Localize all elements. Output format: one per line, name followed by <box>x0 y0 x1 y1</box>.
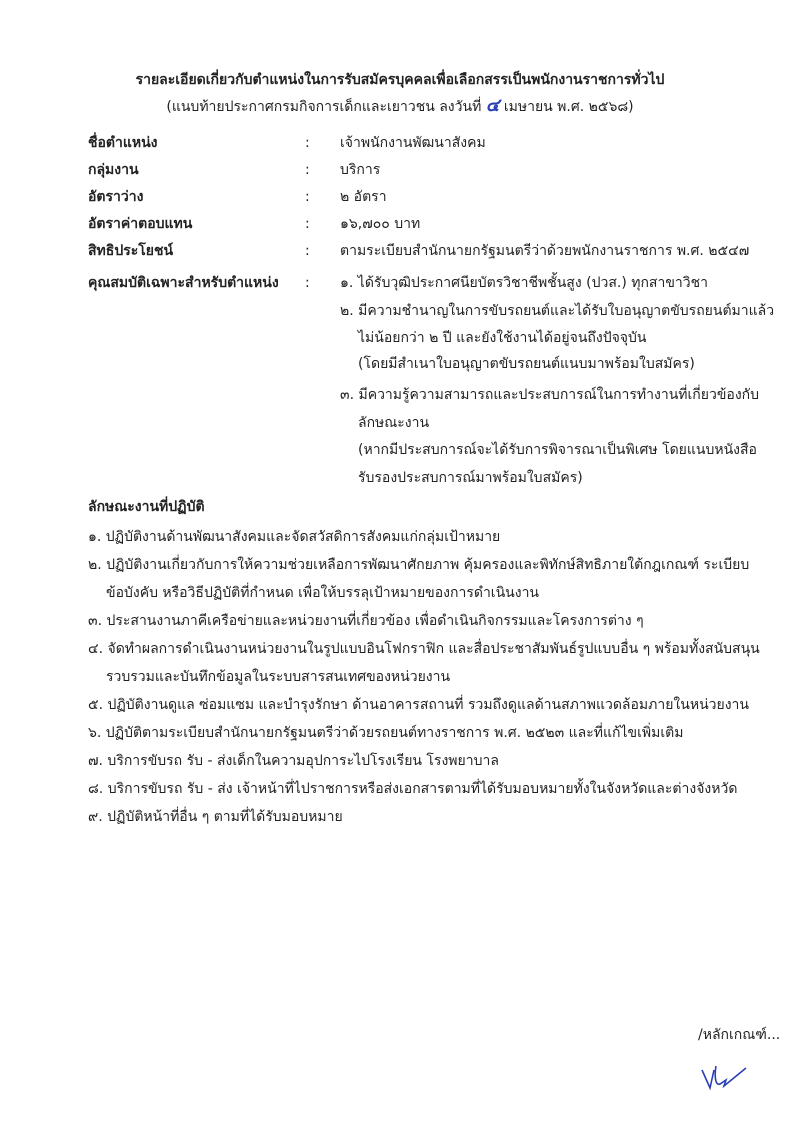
field-value: ๑๖,๗๐๐ บาท <box>340 216 421 232</box>
duty-line: ๒. ปฏิบัติงานเกี่ยวกับการให้ความช่วยเหลือการพัฒนาศักยภาพ คุ้มครองและพิทักษ์สิทธิภายใต้กฎเกณฑ์ ระเบียบ <box>88 557 750 573</box>
field-value: เจ้าพนักงานพัฒนาสังคม <box>340 135 486 151</box>
duty-line: ๔. จัดทำผลการดำเนินงานหน่วยงานในรูปแบบอินโฟกราฟิก และสื่อประชาสัมพันธ์รูปแบบอื่น ๆ พร้อมทั้งสนับสนุน <box>88 641 760 657</box>
duty-line: ๑. ปฏิบัติงานด้านพัฒนาสังคมและจัดสวัสดิการสังคมแก่กลุ่มเป้าหมาย <box>88 529 501 545</box>
duty-line: ๖. ปฏิบัติตามระเบียบสำนักนายกรัฐมนตรีว่าด้วยรถยนต์ทางราชการ พ.ศ. ๒๕๒๓ และที่แก้ไขเพิ่มเติม <box>88 725 684 741</box>
qualification-line: ไม่น้อยกว่า ๒ ปี และยังใช้งานได้อยู่จนถึงปัจจุบัน <box>358 330 647 346</box>
field-label: กลุ่มงาน <box>88 162 139 178</box>
duty-line: ๘. บริการขับรถ รับ - ส่ง เจ้าหน้าที่ไปราชการหรือส่งเอกสารตามที่ได้รับมอบหมายทั้งในจังหวัดและต่างจังหวัด <box>88 781 738 797</box>
duty-line: รวบรวมและบันทึกข้อมูลในระบบสารสนเทศของหน่วยงาน <box>106 669 451 685</box>
field-colon: : <box>305 243 310 259</box>
field-label: คุณสมบัติเฉพาะสำหรับตำแหน่ง <box>88 275 279 291</box>
handwritten-day: ๔ <box>485 95 500 116</box>
duties-heading: ลักษณะงานที่ปฏิบัติ <box>88 499 205 515</box>
field-colon: : <box>305 135 310 151</box>
qualification-line: ลักษณะงาน <box>358 415 430 431</box>
subtitle-prefix: (แนบท้ายประกาศกรมกิจการเด็กและเยาวชน ลงวันที่ <box>166 99 482 115</box>
qualification-line: (หากมีประสบการณ์จะได้รับการพิจารณาเป็นพิเศษ โดยแนบหนังสือ <box>358 442 757 458</box>
duty-line: ข้อบังคับ หรือวิธีปฏิบัติที่กำหนด เพื่อให้บรรลุเป้าหมายของการดำเนินงาน <box>106 585 540 601</box>
field-colon: : <box>305 189 310 205</box>
duty-line: ๙. ปฏิบัติหน้าที่อื่น ๆ ตามที่ได้รับมอบหมาย <box>88 809 343 825</box>
field-colon: : <box>305 275 310 291</box>
field-label: สิทธิประโยชน์ <box>88 243 174 259</box>
subtitle-suffix: เมษายน พ.ศ. ๒๕๖๘) <box>503 99 634 115</box>
field-value: ตามระเบียบสำนักนายกรัฐมนตรีว่าด้วยพนักงานราชการ พ.ศ. ๒๕๔๗ <box>340 243 750 259</box>
field-value: บริการ <box>340 162 381 178</box>
field-colon: : <box>305 162 310 178</box>
document-subtitle <box>0 96 800 117</box>
qualification-line: ๒. มีความชำนาญในการขับรถยนต์และได้รับใบอนุญาตขับรถยนต์มาแล้ว <box>340 303 775 319</box>
qualification-line: ๑. ได้รับวุฒิประกาศนียบัตรวิชาชีพชั้นสูง (ปวส.) ทุกสาขาวิชา <box>340 275 708 291</box>
duty-line: ๗. บริการขับรถ รับ - ส่งเด็กในความอุปการะไปโรงเรียน โรงพยาบาล <box>88 753 499 769</box>
field-label: ชื่อตำแหน่ง <box>88 135 158 151</box>
field-label: อัตราว่าง <box>88 189 144 205</box>
signature-initials <box>700 1058 750 1094</box>
field-value: ๒ อัตรา <box>340 189 387 205</box>
continuation-note: /หลักเกณฑ์... <box>698 1027 781 1043</box>
duty-line: ๕. ปฏิบัติงานดูแล ซ่อมแซม และบำรุงรักษา ด้านอาคารสถานที่ รวมถึงดูแลด้านสภาพแวดล้อมภายในหน่วยงาน <box>88 697 749 713</box>
qualification-line: รับรองประสบการณ์มาพร้อมใบสมัคร) <box>358 470 583 486</box>
qualification-line: (โดยมีสำเนาใบอนุญาตขับรถยนต์แนบมาพร้อมใบสมัคร) <box>358 356 695 372</box>
field-colon: : <box>305 216 310 232</box>
document-title: รายละเอียดเกี่ยวกับตำแหน่งในการรับสมัครบุคคลเพื่อเลือกสรรเป็นพนักงานราชการทั่วไป <box>135 72 665 88</box>
qualification-line: ๓. มีความรู้ความสามารถและประสบการณ์ในการทำงานที่เกี่ยวข้องกับ <box>340 387 760 403</box>
field-label: อัตราค่าตอบแทน <box>88 216 193 232</box>
duty-line: ๓. ประสานงานภาคีเครือข่ายและหน่วยงานที่เกี่ยวข้อง เพื่อดำเนินกิจกรรมและโครงการต่าง ๆ <box>88 613 644 629</box>
